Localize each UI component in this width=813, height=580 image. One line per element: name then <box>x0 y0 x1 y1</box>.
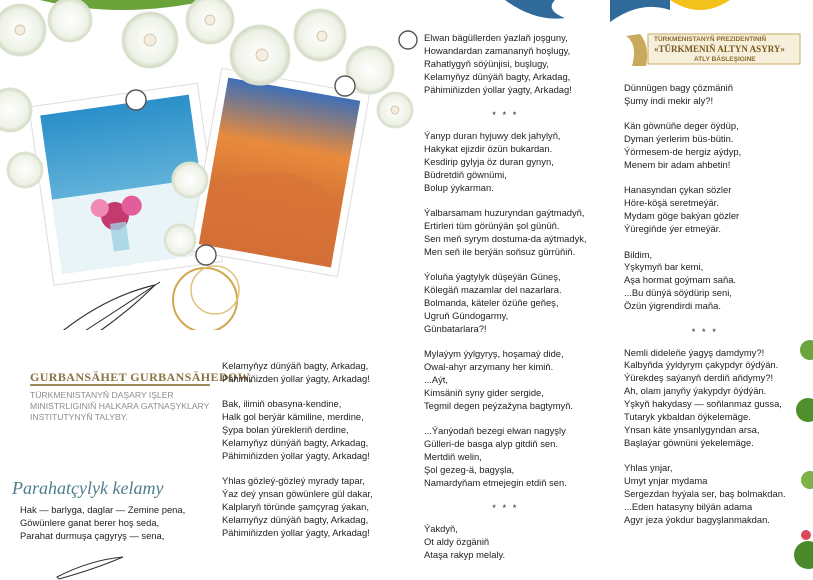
stanza <box>624 347 786 450</box>
stanza <box>424 271 587 336</box>
verse-line: Göwünlere ganat berer hoş seda, <box>20 516 160 528</box>
verse-line: Ertirleri tüm görünýän şol günüň. <box>424 219 560 231</box>
verse-line: Ýalbarsamam huzuryndan gaýtmadyň, <box>424 206 585 218</box>
poem-column-right-b <box>624 82 786 539</box>
verse-line: Umyt ynjar mydama <box>624 475 708 487</box>
author-divider <box>30 384 210 386</box>
verse-line: Başlaýar göwnüni ýekelemäge. <box>624 436 754 448</box>
verse-line: Kesdirip gylyja öz duran gynyn, <box>424 155 554 167</box>
verse-line: Ot aldy özgäniň <box>424 536 490 547</box>
verse-line: Ataşa rakyp melaly. <box>424 548 506 560</box>
verse-line: Yşkyň hakydasy — soňlanmaz gussa, <box>624 398 782 410</box>
poem-column-middle <box>222 360 373 552</box>
stanza <box>424 523 587 562</box>
verse-line: Hak — barlyga, daglar — Zemine pena, <box>20 504 186 515</box>
verse-line: Mertdiň welin, <box>424 450 482 462</box>
stanza <box>424 130 587 195</box>
verse-line: Kän göwnüňe deger öýdüp, <box>624 120 739 132</box>
flower-frame-illustration <box>0 0 420 330</box>
badge-line2: «TÜRKMENIŇ ALTYN ASYRY» <box>654 44 785 54</box>
poem-column-left <box>20 504 185 555</box>
verse-line: Tutaryk ykbaldan öýkelemäge. <box>624 411 751 423</box>
author-affiliation <box>30 390 209 423</box>
verse-line: Halk gol berýär kämiline, merdine, <box>222 411 364 423</box>
verse-line: Ýörmesem-de hergiz aýdyp, <box>624 146 742 158</box>
verse-line: Elwan bägüllerden ýazlaň joşguny, <box>424 32 568 43</box>
verse-line: Yhlas gözleý-gözleý myrady tapar, <box>222 475 365 487</box>
verse-line: Ýoluňa ýagtylyk düşeýän Güneş, <box>424 271 561 283</box>
verse-line: Kelamyňyz dünýäň bagty, Arkadag, <box>424 70 571 82</box>
verse-line: Pähimiňizden ýollar ýagty, Arkadag! <box>222 372 370 384</box>
stanza <box>222 360 373 386</box>
stanza <box>424 32 587 97</box>
stanza <box>624 184 786 236</box>
verse-line: ...Eden hatasyny bilýän adama <box>624 500 753 512</box>
verse-line: Ugruň Gündogarmy, <box>424 309 509 321</box>
stanza <box>424 207 587 259</box>
verse-line: Owal-ahyr arzymany her kimiň. <box>424 361 554 373</box>
verse-line: Sergezdan hyýala ser, baş bolmakdan. <box>624 488 786 500</box>
verse-line: Pähimiňizden ýollar ýagty, Arkadag! <box>222 526 370 538</box>
header-swoosh-decoration-2 <box>505 0 575 20</box>
verse-line: Şol gezeg-ä, bagyşla, <box>424 463 515 475</box>
verse-line: Ýakdyň, <box>424 523 458 535</box>
verse-line: Kelamyňyz dünýäň bagty, Arkadag, <box>222 514 369 526</box>
verse-line: Ýanyp duran hyjuwy dek jahylyň, <box>424 129 561 141</box>
verse-line: Höre-köşä seretmeýär. <box>624 197 719 209</box>
author-affiliation-line: INSTITUTYNYŇ TALYBY. <box>30 412 128 422</box>
verse-line: Pähimiňizden ýollar ýagty, Arkadag! <box>222 449 370 461</box>
verse-line: Kalplaryň töründe şamçyrag ýakan, <box>222 501 369 513</box>
verse-line: Şypa bolan ýürekleriň derdine, <box>222 424 349 436</box>
decorative-collage <box>0 0 420 330</box>
stanza <box>20 504 185 543</box>
verse-line: Ýaz deý ynsan göwünlere gül dakar, <box>222 488 373 500</box>
verse-line: Bolmanda, käteler özüňe geňeş, <box>424 296 559 308</box>
author-affiliation-line: TÜRKMENISTANYŇ DAŞARY IŞLER <box>30 390 174 400</box>
stanza <box>624 82 786 108</box>
verse-line: Yşkymyň bar kemi, <box>624 261 704 273</box>
poem-title: Parahatçylyk kelamy <box>12 478 164 498</box>
verse-line: Rahatlygyň söýünjisi, buşlugy, <box>424 57 549 69</box>
stanza <box>624 120 786 172</box>
verse-line: Ýürekdeş saýanyň derdiň aňdymy?! <box>624 372 774 384</box>
stanza-separator: * * * <box>492 502 519 514</box>
verse-line: Hanasyndan çykan sözler <box>624 184 732 196</box>
stanza-separator: * * * <box>691 325 718 337</box>
verse-line: Bak, ilimiň obasyna-kendine, <box>222 398 342 410</box>
verse-line: ...Ýanýodaň bezegi elwan nagyşly <box>424 425 566 437</box>
verse-line: Ýüregiňde ýer etmeýär. <box>624 223 721 235</box>
verse-line: Pähimiňizden ýollar ýagty, Arkadag! <box>424 83 572 95</box>
verse-line: Nemli dideleňe ýagyş damdymy?! <box>624 346 765 358</box>
verse-line: Günbatarlara?! <box>424 322 487 334</box>
verse-line: Özün ýigrendirdi maňa. <box>624 300 721 312</box>
flower-border-decoration <box>790 330 813 580</box>
verse-line: Hakykat ejizdir özün bukardan. <box>424 142 553 154</box>
badge-line3: ATLY BÄSLEŞIGINE <box>694 56 756 63</box>
badge-line1: TÜRKMENISTANYŇ PREZIDENTINIŇ <box>654 36 767 43</box>
stanza <box>222 398 373 463</box>
verse-line: Dünnügen bagy çözmäniň <box>624 82 733 93</box>
verse-line: Mylaýym ýylgyryş, hoşamaý dide, <box>424 348 564 360</box>
verse-line: Kelamyňyz dünýäň bagty, Arkadag, <box>222 437 369 449</box>
verse-line: Sen meň syrym dostuma-da aýtmadyk, <box>424 232 587 244</box>
contest-badge <box>624 30 802 68</box>
author-affiliation-line: MINISTRLIGINIŇ HALKARA GATNAŞYKLARY <box>30 401 210 411</box>
poem-column-right-a <box>424 32 587 574</box>
verse-line: Aşa hormat goýmam saňa. <box>624 274 737 286</box>
stanza-separator: * * * <box>492 109 519 121</box>
verse-line: Men seň ile berýän soňsuz gürrüňiň. <box>424 245 576 257</box>
verse-line: Ah, olam janyňy ýakypdyr öýdýän. <box>624 385 767 397</box>
author-name: GURBANSÄHET GURBANSÄHEDOW, <box>30 370 253 384</box>
verse-line: Yhlas ynjar, <box>624 462 673 474</box>
verse-line: Dyman ýerlerim büs-bütin. <box>624 133 734 145</box>
verse-line: Kimsäniň syny gider sergide, <box>424 386 544 398</box>
header-swoosh-decoration <box>610 0 730 22</box>
verse-line: Şumy indi mekir aly?! <box>624 94 714 106</box>
verse-line: Bolup ýykarman. <box>424 181 494 193</box>
verse-line: Howandardan zamananyň hoşlugy, <box>424 44 571 56</box>
stanza <box>222 475 373 540</box>
verse-line: Kalbyňda ýyldyrym çakypdyr öýdýän. <box>624 359 779 371</box>
verse-line: Menem bir adam ahbetin! <box>624 159 731 171</box>
verse-line: Agyr jeza ýokdur bagyşlanmakdan. <box>624 513 770 525</box>
verse-line: ...Bu dünýä söýdürip seni, <box>624 287 732 299</box>
verse-line: Gülleri-de basga alyp gitdiň sen. <box>424 438 558 450</box>
verse-line: Bildim, <box>624 248 653 260</box>
verse-line: Parahat durmuşa çagyryş — sena, <box>20 529 165 541</box>
feather-icon <box>55 555 125 580</box>
stanza <box>424 425 587 490</box>
stanza <box>624 249 786 314</box>
verse-line: Kölegäň mazamlar del nazarlara. <box>424 284 562 295</box>
stanza <box>424 348 587 413</box>
verse-line: Mydam göge bakýan gözler <box>624 210 740 222</box>
verse-line: Namardyňam etmejegin etdiň sen. <box>424 476 567 488</box>
verse-line: Tegmil degen peýzažyna bagtymyň. <box>424 399 574 411</box>
stanza <box>624 462 786 527</box>
verse-line: ...Aýt, <box>424 373 448 385</box>
verse-line: Kelamyňyz dünýäň bagty, Arkadag, <box>222 360 369 371</box>
verse-line: Büdretdiň göwnümi, <box>424 168 507 180</box>
verse-line: Ynsan käte ynsanlygyndan arsa, <box>624 423 760 435</box>
